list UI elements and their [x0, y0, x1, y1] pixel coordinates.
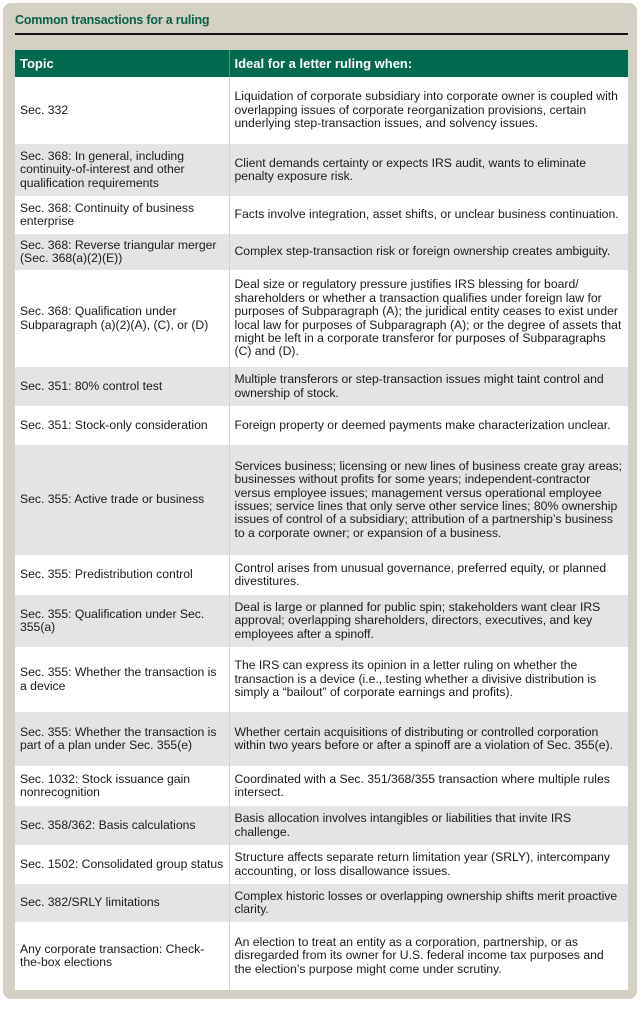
table-row — [15, 845, 628, 884]
table-row — [15, 595, 628, 647]
when-cell: Multiple transferors or step-transaction issues might taint control and ownership of stock. — [229, 367, 628, 406]
topic-cell: Sec. 368: In general, including continuity-of-interest and other qualification requirements — [15, 144, 229, 196]
column-header-ideal-when: Ideal for a letter ruling when: — [229, 50, 628, 77]
table-row — [15, 712, 628, 766]
topic-cell: Sec. 368: Continuity of business enterprise — [15, 196, 229, 234]
panel-title: Common transactions for a ruling — [15, 13, 210, 27]
when-cell: The IRS can express its opinion in a letter ruling on whether the transaction is a device (i.e., testing whether a divisive distribution is simply a “bailout” of corporate earnings and profits). — [229, 647, 628, 712]
topic-cell: Any corporate transaction: Check-the-box elections — [15, 922, 229, 990]
table-header-row — [15, 50, 628, 77]
when-cell: Complex step-transaction risk or foreign ownership creates ambiguity. — [229, 234, 628, 270]
title-rule-divider — [15, 33, 628, 35]
table-row — [15, 884, 628, 922]
table-row — [15, 234, 628, 270]
when-cell: Deal is large or planned for public spin; stakeholders want clear IRS approval; overlapping shareholders, directors, executives, and key employees after a spinoff. — [229, 595, 628, 647]
when-cell: Foreign property or deemed payments make characterization unclear. — [229, 406, 628, 445]
when-cell: Complex historic losses or overlapping ownership shifts merit proactive clarity. — [229, 884, 628, 922]
topic-cell: Sec. 1032: Stock issuance gain nonrecognition — [15, 766, 229, 806]
table-row — [15, 647, 628, 712]
when-cell: Client demands certainty or expects IRS audit, wants to eliminate penalty exposure risk. — [229, 144, 628, 196]
topic-cell: Sec. 332 — [15, 77, 229, 144]
when-cell: Control arises from unusual governance, preferred equity, or planned divestitures. — [229, 555, 628, 595]
when-cell: An election to treat an entity as a corporation, partnership, or as disregarded from its owner for U.S. federal income tax purposes and the election’s purpose might come under scrutiny. — [229, 922, 628, 990]
when-cell: Liquidation of corporate subsidiary into corporate owner is coupled with overlapping issues of corporate reorganization provisions, certain underlying step-transaction issues, and solvency issues. — [229, 77, 628, 144]
when-cell: Deal size or regulatory pressure justifies IRS blessing for board/ shareholders or whether a transaction qualifies under foreign law for purposes of Subparagraph (A); the juridical entity ceases to exist under local law for purposes of Subparagraph (A); or the degree of assets that might be left in a corporate transferor for purposes of Subparagraphs (C) and (D). — [229, 270, 628, 367]
topic-cell: Sec. 368: Qualification under Subparagraph (a)(2)(A), (C), or (D) — [15, 270, 229, 367]
table-row — [15, 766, 628, 806]
when-cell: Whether certain acquisitions of distributing or controlled corporation within two years before or after a spinoff are a violation of Sec. 355(e). — [229, 712, 628, 766]
table-row — [15, 922, 628, 990]
topic-cell: Sec. 1502: Consolidated group status — [15, 845, 229, 884]
table-row — [15, 270, 628, 367]
table-row — [15, 144, 628, 196]
topic-cell: Sec. 355: Active trade or business — [15, 445, 229, 555]
column-header-topic: Topic — [15, 50, 229, 77]
topic-cell: Sec. 351: Stock-only consideration — [15, 406, 229, 445]
when-cell: Coordinated with a Sec. 351/368/355 transaction where multiple rules intersect. — [229, 766, 628, 806]
when-cell: Structure affects separate return limitation year (SRLY), intercompany accounting, or loss disallowance issues. — [229, 845, 628, 884]
topic-cell: Sec. 355: Predistribution control — [15, 555, 229, 595]
topic-cell: Sec. 351: 80% control test — [15, 367, 229, 406]
table-row — [15, 445, 628, 555]
topic-cell: Sec. 355: Whether the transaction is part of a plan under Sec. 355(e) — [15, 712, 229, 766]
topic-cell: Sec. 368: Reverse triangular merger (Sec. 368(a)(2)(E)) — [15, 234, 229, 270]
when-cell: Basis allocation involves intangibles or liabilities that invite IRS challenge. — [229, 806, 628, 845]
topic-cell: Sec. 355: Qualification under Sec. 355(a) — [15, 595, 229, 647]
topic-cell: Sec. 382/SRLY limitations — [15, 884, 229, 922]
topic-cell: Sec. 355: Whether the transaction is a device — [15, 647, 229, 712]
when-cell: Services business; licensing or new lines of business create gray areas; businesses without profits for some years; independent-contractor versus employee issues; management versus operational employee issues; service lines that only serve other service lines; 80% ownership issues of control of a subsidiary; attribution of a partnership’s business to a corporate owner; or expansion of a business. — [229, 445, 628, 555]
table-row — [15, 406, 628, 445]
topic-cell: Sec. 358/362: Basis calculations — [15, 806, 229, 845]
table-row — [15, 196, 628, 234]
table-row — [15, 367, 628, 406]
table-row — [15, 77, 628, 144]
transactions-table — [15, 50, 628, 990]
when-cell: Facts involve integration, asset shifts, or unclear business continuation. — [229, 196, 628, 234]
table-row — [15, 555, 628, 595]
table-row — [15, 806, 628, 845]
